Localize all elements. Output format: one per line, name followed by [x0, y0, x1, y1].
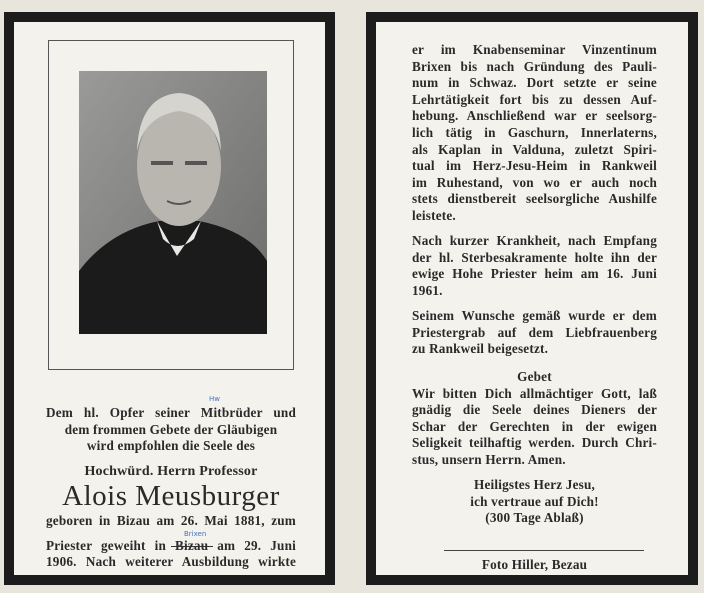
text-line: 1961.	[412, 282, 443, 298]
heading	[46, 464, 296, 511]
text-line: hebung. Anschließend war er seelsorg-	[412, 108, 657, 124]
divider	[444, 550, 644, 551]
text-line: stus, unsern Herrn. Amen.	[412, 451, 566, 467]
text-line: (300 Tage Ablaß)	[485, 510, 584, 526]
right-page	[376, 22, 688, 575]
handwritten-annotation: Hw	[209, 395, 220, 403]
handwritten-annotation: Brixen	[184, 529, 207, 538]
text-line: Seligkeit teilhaftig werden. Durch Chri-	[412, 435, 657, 451]
text-line: Priestergrab auf dem Liebfrauenberg	[412, 324, 657, 340]
text-line: ewige Hohe Priester heim am 16. Juni	[412, 266, 657, 282]
photo-credit	[412, 557, 657, 574]
text-line: er im Knabenseminar Vinzentinum	[412, 42, 657, 57]
left-card	[4, 12, 335, 585]
text-line: Lehrtätigkeit fort bis zu dessen Auf-	[412, 91, 657, 107]
burial-notice	[412, 308, 657, 358]
text-line: geboren in Bizau am 26. Mai 1881, zum	[46, 513, 296, 528]
honorific-title: Hochwürd. Herrn Professor	[84, 464, 258, 479]
text-line: stets dienstbereit seelsorgliche Aushilfe	[412, 191, 657, 207]
dedication	[46, 395, 296, 455]
left-page	[14, 22, 325, 575]
text-line: als Kaplan in Valduna, zuletzt Spiri-	[412, 141, 657, 157]
text-line: Nach kurzer Krankheit, nach Empfang	[412, 233, 657, 248]
text-line: im Ruhestand, von wo er auch noch	[412, 174, 657, 190]
photo-frame	[48, 40, 294, 370]
portrait-image	[79, 71, 267, 334]
text-line: der hl. Sterbesakramente holte ihn der	[412, 249, 657, 265]
text-line: lich tätig in Gaschurn, Innerlaterns,	[412, 124, 657, 140]
text-line: zu Rankweil beigesetzt.	[412, 341, 549, 357]
deceased-name: Alois Meusburger	[62, 479, 280, 512]
text-line: Priester geweiht in Bizau am 29. Juni	[46, 537, 296, 553]
text-line: Wir bitten Dich allmächtiger Gott, laß	[412, 385, 657, 401]
text-line: ich vertraue auf Dich!	[470, 493, 599, 509]
text-line: tual im Herz-Jesu-Heim in Rankweil	[412, 158, 657, 174]
death-notice	[412, 233, 657, 299]
text-line: num in Schwaz. Dort setzte er seine	[412, 75, 657, 91]
text-line: Brixen bis nach Gründung des Pauli-	[412, 58, 657, 74]
biography-continued	[412, 42, 657, 225]
text-line: Schar der Gerechten in der ewigen	[412, 418, 657, 434]
prayer-title: Gebet	[517, 369, 552, 384]
text-line: wird empfohlen die Seele des	[86, 438, 256, 454]
invocation	[412, 477, 657, 527]
text-line: dem frommen Gebete der Gläubigen	[64, 421, 278, 437]
prayer	[412, 369, 657, 469]
text-line: Seinem Wunsche gemäß wurde er dem	[412, 308, 657, 323]
biography-start	[46, 513, 296, 571]
text-line: Heiligstes Herz Jesu,	[473, 477, 596, 492]
text-line: Dem hl. Opfer seiner Mitbrüder und	[46, 405, 296, 420]
right-card	[366, 12, 698, 585]
strikethrough	[171, 546, 213, 547]
portrait-photo	[79, 71, 267, 334]
text-line: leistete.	[412, 207, 456, 223]
text-line: gnädig die Seele deines Dieners der	[412, 402, 657, 418]
credit-text: Foto Hiller, Bezau	[481, 557, 588, 572]
text-line: 1906. Nach weiterer Ausbildung wirkte	[46, 554, 296, 570]
